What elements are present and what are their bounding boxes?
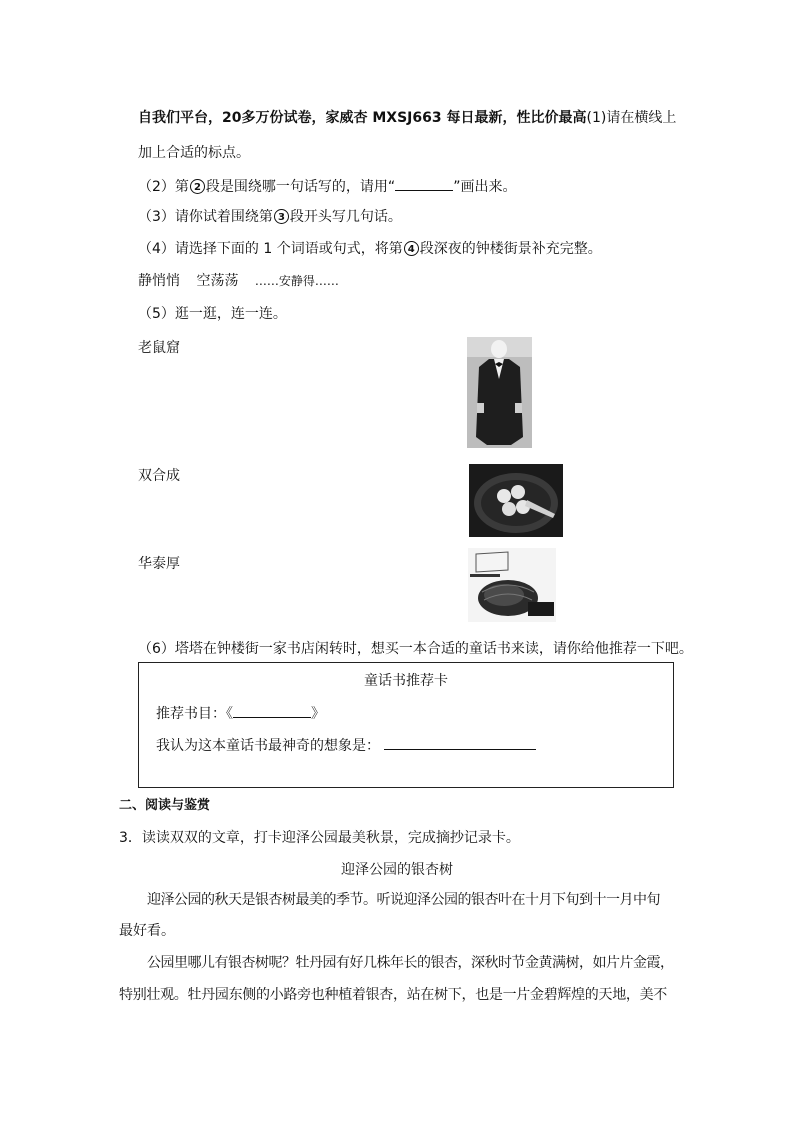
q1-start: (1)请在横线上 <box>586 110 677 126</box>
question-6: （6）塔塔在钟楼街一家书店闲转时，想买一本合适的童话书来读，请你给他推荐一下吧。 <box>138 641 693 657</box>
word-option-2: 空荡荡 <box>196 273 239 289</box>
suit-photo <box>467 337 532 448</box>
promo-text: 自我们平台，20多万份试卷，家威杏 MXSJ663 每日最新，性比价最高 <box>138 110 587 126</box>
shop-name-3: 华泰厚 <box>138 556 180 572</box>
shop-name-2: 双合成 <box>138 468 180 484</box>
circled-number-3: 3 <box>274 209 289 224</box>
section-2-title: 二、阅读与鉴赏 <box>119 798 211 813</box>
header-line <box>138 108 676 128</box>
circled-number-4: 4 <box>404 241 419 256</box>
article-title: 迎泽公园的银杏树 <box>341 862 453 878</box>
reading-question-3: 3．读读双双的文章，打卡迎泽公园最美秋景，完成摘抄记录卡。 <box>119 830 520 846</box>
underline-blank <box>395 176 453 191</box>
imagination-row <box>156 735 536 756</box>
article-paragraph-2-line-1: 公园里哪儿有银杏树呢？牡丹园有好几株年长的银杏，深秋时节金黄满树，如片片金霞， <box>147 955 674 971</box>
meat-photo <box>468 548 556 622</box>
shop-name-1: 老鼠窟 <box>138 340 180 356</box>
imagination-label: 我认为这本童话书最神奇的想象是： <box>156 738 380 754</box>
book-title-blank[interactable] <box>233 703 311 718</box>
question-5: （5）逛一逛，连一连。 <box>138 306 287 322</box>
article-paragraph-1-line-2: 最好看。 <box>119 923 175 939</box>
q1-continuation: 加上合适的标点。 <box>138 145 250 161</box>
dumplings-photo <box>469 464 563 537</box>
recommendation-card <box>138 662 674 788</box>
book-close: 》 <box>311 706 325 722</box>
imagination-blank[interactable] <box>384 735 536 750</box>
word-option-3: ……安静得…… <box>254 274 339 288</box>
article-paragraph-1-line-1: 迎泽公园的秋天是银杏树最美的季节。听说迎泽公园的银杏叶在十月下旬到十一月中旬 <box>147 892 660 908</box>
book-label: 推荐书目：《 <box>156 706 233 722</box>
article-paragraph-2-line-2: 特别壮观。牡丹园东侧的小路旁也种植着银杏，站在树下，也是一片金碧辉煌的天地，美不 <box>119 987 667 1003</box>
question-2: （2）第 2 段是围绕哪一句话写的，请用“ ”画出来。 <box>138 176 516 197</box>
question-3: （3）请你试着围绕第 3 段开头写几句话。 <box>138 209 402 225</box>
book-row <box>156 703 325 724</box>
question-4: （4）请选择下面的 1 个词语或句式，将第 4 段深夜的钟楼街景补充完整。 <box>138 241 602 257</box>
word-options <box>138 271 339 291</box>
word-option-1: 静悄悄 <box>138 273 180 289</box>
card-title: 童话书推荐卡 <box>364 673 448 689</box>
circled-number-2: 2 <box>190 179 205 194</box>
